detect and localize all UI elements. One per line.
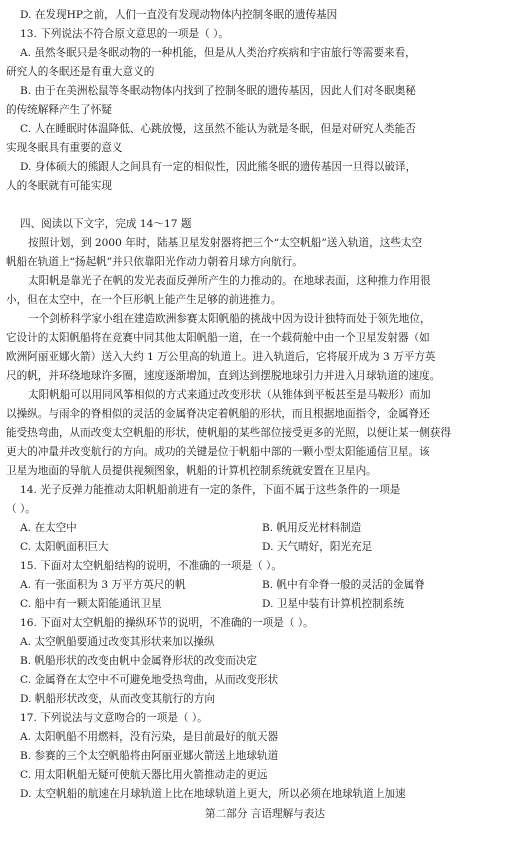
q12-option-d xyxy=(0,6,530,24)
q13-option-a-line-1: A. 虽然冬眠只是冬眠动物的一种机能，但是从人类治疗疾病和宇宙旅行等需要来看， xyxy=(20,47,416,59)
q14-option-a: A. 在太空中 xyxy=(20,522,77,534)
q13-option-b-line-2: 的传统解释产生了怀疑 xyxy=(6,104,112,116)
paragraph-line: 尺的帆，并环绕地球许多圈，速度逐渐增加，直到达到摆脱地球引力并进入月球轨道的速度。 xyxy=(6,370,441,382)
q13-option-c-line-2: 实现冬眠具有重要的意义 xyxy=(6,142,123,154)
paragraph-line: 按照计划，到 2000 年时，陆基卫星发射器将把三个“太空帆船”送入轨道，这些太空 xyxy=(28,237,423,249)
q17-option-c: C. 用太阳帆船无疑可使航天器比用火箭推动走的更远 xyxy=(20,769,268,781)
q15-option-a: A. 有一张面积为 3 万平方英尺的帆 xyxy=(20,579,186,591)
q17-option-a: A. 太阳帆船不用燃料，没有污染，是目前最好的航天器 xyxy=(20,731,279,743)
q15-option-c: C. 船中有一颗太阳能通讯卫星 xyxy=(20,598,162,610)
q13-option-c-line-1: C. 人在睡眠时体温降低、心跳放慢，这虽然不能认为就是冬眠，但是对研究人类能否 xyxy=(20,123,416,135)
q14-stem-line-2: （ ）。 xyxy=(6,503,36,515)
q15-option-b: B. 帆中有伞脊一般的灵活的金属脊 xyxy=(262,579,425,591)
q16-option-b: B. 帆船形状的改变由帆中金属脊形状的改变而决定 xyxy=(20,655,257,667)
q16-option-c: C. 金属脊在太空中不可避免地受热弯曲，从而改变形状 xyxy=(20,674,279,686)
paragraph-line: 以操纵。与雨伞的脊相似的灵活的金属脊决定着帆船的形状，而且根据地面指令，金属脊还 xyxy=(6,408,430,420)
paragraph-line: 欧洲阿丽亚娜火箭）送入大约 1 万公里高的轨道上。进入轨道后，它将展开成为 3 万平方英 xyxy=(6,351,436,363)
q17-stem: 17. 下列说法与文意吻合的一项是（ ）。 xyxy=(20,712,208,724)
paragraph-line: 它设计的太阳帆船将在竞赛中同其他太阳帆船一道，在一个载荷舱中由一个卫星发射器（如 xyxy=(6,332,430,344)
paragraph-line: 太阳帆船可以用同风筝相似的方式来通过改变形状（从锥体到平板甚至是马鞍形）而加 xyxy=(28,389,431,401)
paragraph-line: 能受热弯曲，从而改变太空帆船的形状，使帆船的某些部位接受更多的光照，以便让某一侧获得 xyxy=(6,427,451,439)
q13-stem: 13. 下列说法不符合原文意思的一项是（ ）。 xyxy=(20,28,229,40)
q17-option-b: B. 参赛的三个太空帆船将由阿丽亚娜火箭送上地球轨道 xyxy=(20,750,279,762)
q13-option-a-line-2: 研究人的冬眠还是有重大意义的 xyxy=(6,66,155,78)
q14-stem-line-1: 14. 光子反弹力能推动太阳帆船前进有一定的条件，下面不属于这些条件的一项是 xyxy=(20,484,401,496)
q17-option-d: D. 太空帆船的航速在月球轨道上比在地球轨道上更大，所以必须在地球轨道上加速 xyxy=(20,788,406,800)
paragraph-line: 一个剑桥科学家小组在建造欧洲参赛太阳帆船的挑战中因为设计独特而处于领先地位， xyxy=(28,313,431,325)
q13-option-b-line-1: B. 由于在美洲松鼠等冬眠动物体内找到了控制冬眠的遗传基因，因此人们对冬眠奥秘 xyxy=(20,85,416,97)
q14-option-d: D. 天气晴好，阳光充足 xyxy=(262,541,373,553)
section-4-heading: 四、阅读以下文字，完成 14～17 题 xyxy=(20,218,192,230)
paragraph-line: 小，但在太空中，在一个巨形帆上能产生足够的前进推力。 xyxy=(6,294,282,306)
q16-option-a: A. 太空帆船要通过改变其形状来加以操纵 xyxy=(20,636,215,648)
q14-option-b: B. 帆用反光材料制造 xyxy=(262,522,362,534)
paragraph-line: 卫星为地面的导航人员提供视频图象，帆船的计算机控制系统就安置在卫星内。 xyxy=(6,465,377,477)
q13-option-d-line-2: 人的冬眠就有可能实现 xyxy=(6,180,112,192)
q15-stem: 15. 下面对太空帆船结构的说明，不准确的一项是（ ）。 xyxy=(20,560,282,572)
q13-option-d-line-1: D. 身体硕大的熊跟人之间具有一定的相似性，因此熊冬眠的遗传基因一旦得以破译， xyxy=(20,161,417,173)
paragraph-line: 更大的冲量并改变航行的方向。成功的关键是位于帆船中部的一颗小型太阳能通信卫星。该 xyxy=(6,446,430,458)
part-2-heading: 第二部分 言语理解与表达 xyxy=(205,808,325,820)
q16-stem: 16. 下面对太空帆船的操纵环节的说明，不准确的一项是（ ）。 xyxy=(20,617,314,629)
q12-option-d-text: D. 在发现HP之前，人们一直没有发现动物体内控制冬眠的遗传基因 xyxy=(20,9,338,21)
q16-option-d: D. 帆船形状改变，从而改变其航行的方向 xyxy=(20,693,215,705)
q15-option-d: D. 卫星中装有计算机控制系统 xyxy=(262,598,404,610)
q14-option-c: C. 太阳帆面积巨大 xyxy=(20,541,109,553)
paragraph-line: 帆船在轨道上“扬起帆”并只依靠阳光作动力朝着月球方向航行。 xyxy=(6,256,303,268)
paragraph-line: 太阳帆是靠光子在帆的发光表面反弹所产生的力推动的。在地球表面，这种推力作用很 xyxy=(28,275,431,287)
part-2-heading-row xyxy=(0,805,530,823)
